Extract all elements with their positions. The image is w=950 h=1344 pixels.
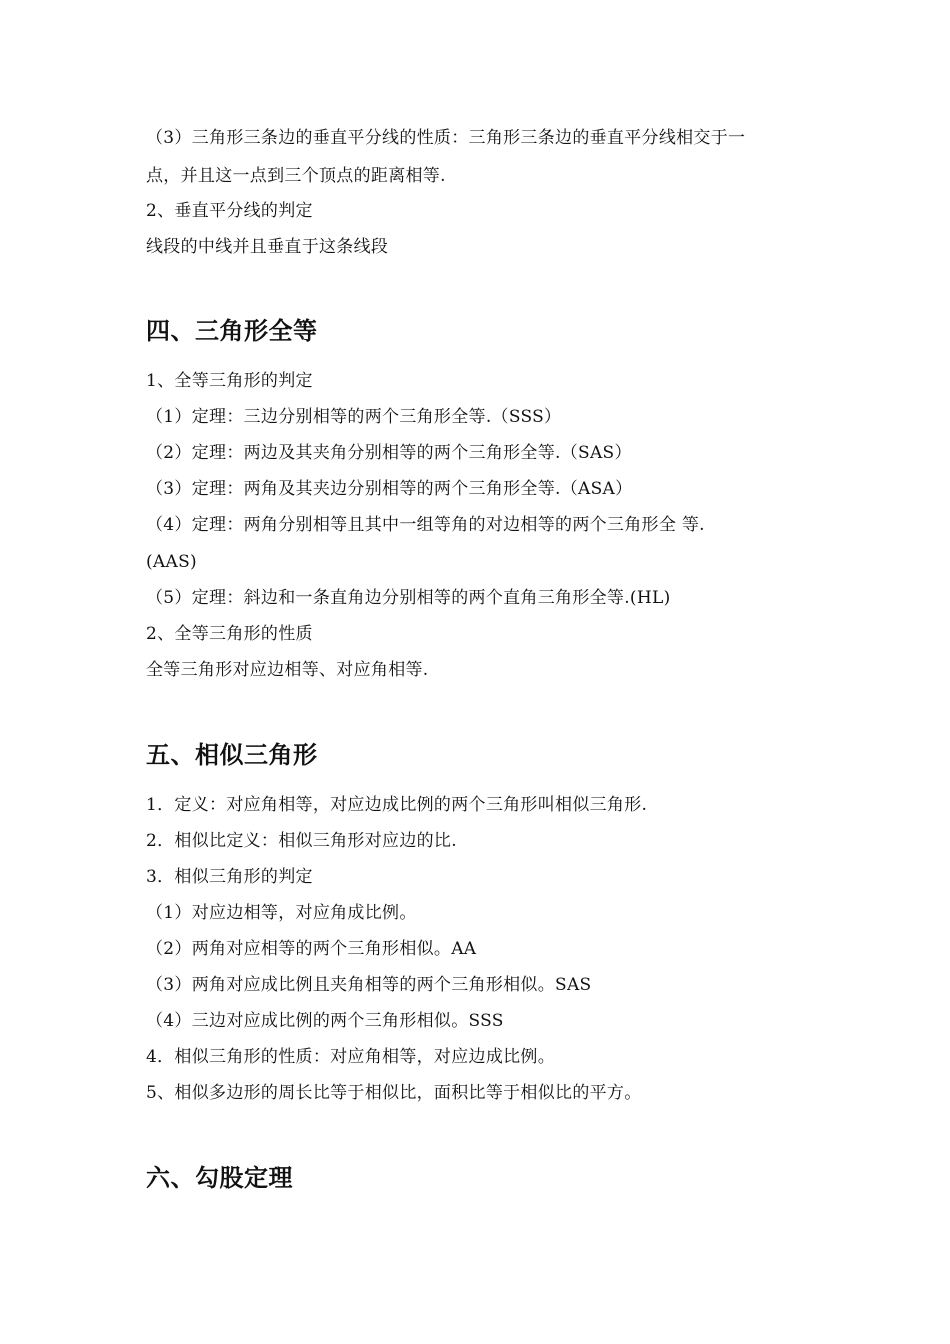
text-line: (AAS) xyxy=(146,552,197,572)
text-line: 1．定义：对应角相等，对应边成比例的两个三角形叫相似三角形. xyxy=(146,795,648,815)
text-line: 2．相似比定义：相似三角形对应边的比. xyxy=(146,831,457,851)
text-line: （3）定理：两角及其夹边分别相等的两个三角形全等.（ASA） xyxy=(146,479,633,499)
text-line: （4）三边对应成比例的两个三角形相似。SSS xyxy=(146,1011,504,1031)
text-line: 线段的中线并且垂直于这条线段 xyxy=(146,237,389,257)
section-heading: 五、相似三角形 xyxy=(146,741,318,769)
text-line: 2、垂直平分线的判定 xyxy=(146,201,313,221)
text-line: （1）定理：三边分别相等的两个三角形全等.（SSS） xyxy=(146,407,562,427)
text-line: （3）三角形三条边的垂直平分线的性质：三角形三条边的垂直平分线相交于一 xyxy=(146,128,746,148)
section-heading: 六、勾股定理 xyxy=(146,1164,293,1192)
text-line: （5）定理：斜边和一条直角边分别相等的两个直角三角形全等.(HL) xyxy=(146,588,671,608)
text-line: 5、相似多边形的周长比等于相似比，面积比等于相似比的平方。 xyxy=(146,1083,642,1103)
text-line: 2、全等三角形的性质 xyxy=(146,624,313,644)
text-line: （1）对应边相等，对应角成比例。 xyxy=(146,903,417,923)
section-heading: 四、三角形全等 xyxy=(146,317,318,345)
text-line: 4．相似三角形的性质：对应角相等，对应边成比例。 xyxy=(146,1047,556,1067)
text-line: 3．相似三角形的判定 xyxy=(146,867,313,887)
text-line: （2）两角对应相等的两个三角形相似。AA xyxy=(146,939,477,959)
text-line: 点，并且这一点到三个顶点的距离相等. xyxy=(146,166,446,186)
text-line: 全等三角形对应边相等、对应角相等. xyxy=(146,660,429,680)
text-line: （3）两角对应成比例且夹角相等的两个三角形相似。SAS xyxy=(146,975,592,995)
text-line: （2）定理：两边及其夹角分别相等的两个三角形全等.（SAS） xyxy=(146,443,632,463)
text-line: （4）定理：两角分别相等且其中一组等角的对边相等的两个三角形全 等. xyxy=(146,515,705,535)
text-line: 1、全等三角形的判定 xyxy=(146,371,313,391)
